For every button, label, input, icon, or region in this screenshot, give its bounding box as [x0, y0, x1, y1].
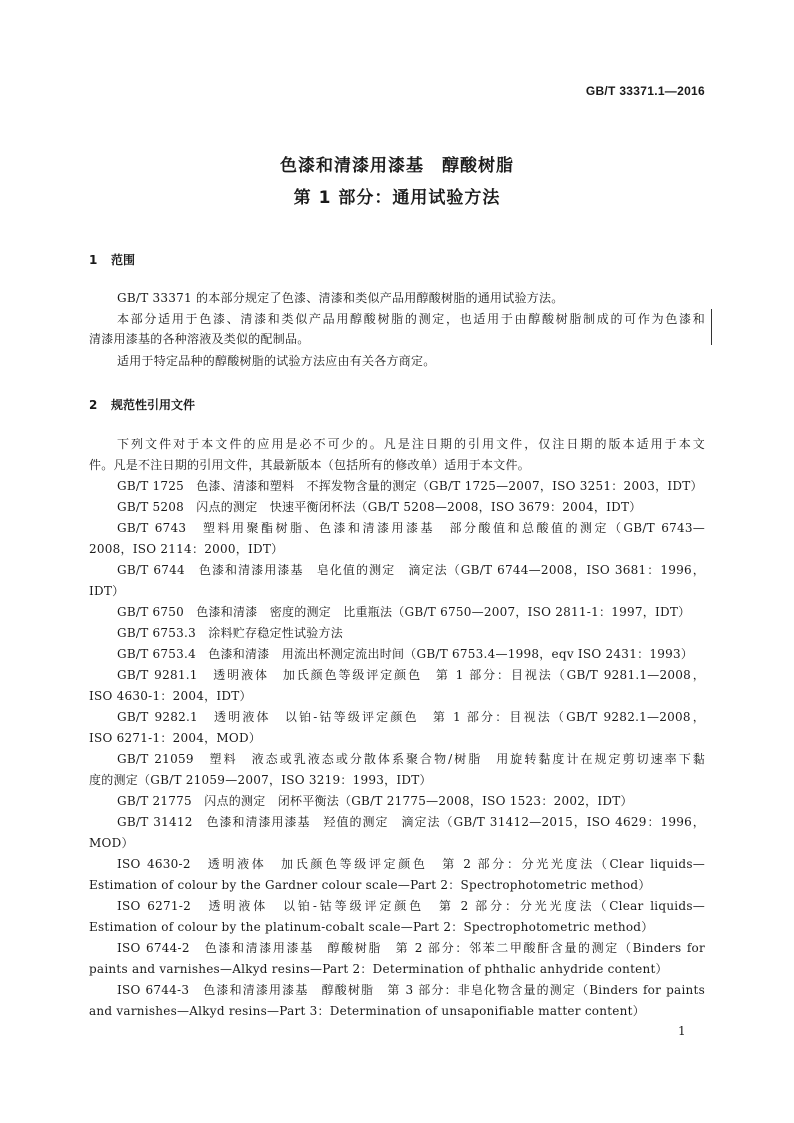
- page-number: 1: [678, 1024, 686, 1038]
- paragraph-line: 下列文件对于本文件的应用是必不可少的。凡是注日期的引用文件，仅注日期的版本适用于本文: [117, 437, 705, 451]
- document-title-line-1: 色漆和清漆用漆基 醇酸树脂: [280, 156, 514, 176]
- reference-line: ISO 4630-2 透明液体 加氏颜色等级评定颜色 第 2 部分：分光光度法（Clear liquids—: [117, 857, 705, 871]
- reference-line: GB/T 9281.1 透明液体 加氏颜色等级评定颜色 第 1 部分：目视法（GB/T 9281.1—2008，: [117, 668, 705, 682]
- paragraph-line: 适用于特定品种的醇酸树脂的试验方法应由有关各方商定。: [117, 354, 436, 368]
- reference-line: ISO 6744-2 色漆和清漆用漆基 醇酸树脂 第 2 部分：邻苯二甲酸酐含量的测定（Binders for: [117, 941, 705, 955]
- section-1-title: 范围: [111, 253, 136, 267]
- reference-line: GB/T 9282.1 透明液体 以铂-钴等级评定颜色 第 1 部分：目视法（GB/T 9282.1—2008，: [117, 710, 705, 724]
- section-2-title: 规范性引用文件: [111, 398, 196, 412]
- reference-line: ISO 6271-1：2004，MOD）: [89, 731, 262, 745]
- reference-line: and varnishes—Alkyd resins—Part 3：Determination of unsaponifiable matter content）: [89, 1004, 645, 1018]
- reference-line: GB/T 6743 塑料用聚酯树脂、色漆和清漆用漆基 部分酸值和总酸值的测定（GB/T 6743—: [117, 521, 705, 535]
- reference-line: GB/T 6753.3 涂料贮存稳定性试验方法: [117, 626, 344, 640]
- reference-line: IDT）: [89, 584, 125, 598]
- section-1-heading: [89, 251, 135, 268]
- reference-line: 度的测定（GB/T 21059—2007，ISO 3219：1993，IDT）: [89, 773, 432, 787]
- reference-line: ISO 4630-1：2004，IDT）: [89, 689, 252, 703]
- section-1-number: 1: [89, 253, 98, 267]
- reference-line: GB/T 6750 色漆和清漆 密度的测定 比重瓶法（GB/T 6750—2007，ISO 2811-1：1997，IDT）: [117, 605, 691, 619]
- reference-line: GB/T 21059 塑料 液态或乳液态或分散体系聚合物/树脂 用旋转黏度计在规定剪切速率下黏: [117, 752, 705, 766]
- reference-line: Estimation of colour by the Gardner colour scale—Part 2：Spectrophotometric method）: [89, 878, 651, 892]
- reference-line: MOD）: [89, 836, 134, 850]
- standard-code: GB/T 33371.1—2016: [585, 84, 705, 98]
- section-2-number: 2: [89, 398, 98, 412]
- reference-line: GB/T 1725 色漆、清漆和塑料 不挥发物含量的测定（GB/T 1725—2007，ISO 3251：2003，IDT）: [117, 479, 703, 493]
- reference-line: GB/T 31412 色漆和清漆用漆基 羟值的测定 滴定法（GB/T 31412—2015，ISO 4629：1996，: [117, 815, 705, 829]
- reference-line: GB/T 6744 色漆和清漆用漆基 皂化值的测定 滴定法（GB/T 6744—2008，ISO 3681：1996，: [117, 563, 705, 577]
- paragraph-line: 清漆用漆基的各种溶液及类似的配制品。: [89, 332, 310, 346]
- paragraph-line: GB/T 33371 的本部分规定了色漆、清漆和类似产品用醇酸树脂的通用试验方法。: [117, 291, 564, 305]
- reference-line: GB/T 6753.4 色漆和清漆 用流出杯测定流出时间（GB/T 6753.4—1998，eqv ISO 2431：1993）: [117, 647, 694, 661]
- section-2-heading: [89, 396, 195, 413]
- reference-line: paints and varnishes—Alkyd resins—Part 2：Determination of phthalic anhydride content）: [89, 962, 668, 976]
- reference-line: GB/T 21775 闪点的测定 闭杯平衡法（GB/T 21775—2008，ISO 1523：2002，IDT）: [117, 794, 633, 808]
- reference-line: Estimation of colour by the platinum-cobalt scale—Part 2：Spectrophotometric method）: [89, 920, 654, 934]
- change-bar: [711, 309, 712, 345]
- reference-line: ISO 6271-2 透明液体 以铂-钴等级评定颜色 第 2 部分：分光光度法（Clear liquids—: [117, 899, 705, 913]
- reference-line: GB/T 5208 闪点的测定 快速平衡闭杯法（GB/T 5208—2008，ISO 3679：2004，IDT）: [117, 500, 642, 514]
- document-title-line-2: 第 1 部分：通用试验方法: [293, 188, 501, 208]
- reference-line: 2008，ISO 2114：2000，IDT）: [89, 542, 284, 556]
- paragraph-line: 件。凡是不注日期的引用文件，其最新版本（包括所有的修改单）适用于本文件。: [89, 458, 531, 472]
- paragraph-line: 本部分适用于色漆、清漆和类似产品用醇酸树脂的测定，也适用于由醇酸树脂制成的可作为色漆和: [117, 312, 705, 326]
- reference-line: ISO 6744-3 色漆和清漆用漆基 醇酸树脂 第 3 部分：非皂化物含量的测定（Binders for paints: [117, 983, 705, 997]
